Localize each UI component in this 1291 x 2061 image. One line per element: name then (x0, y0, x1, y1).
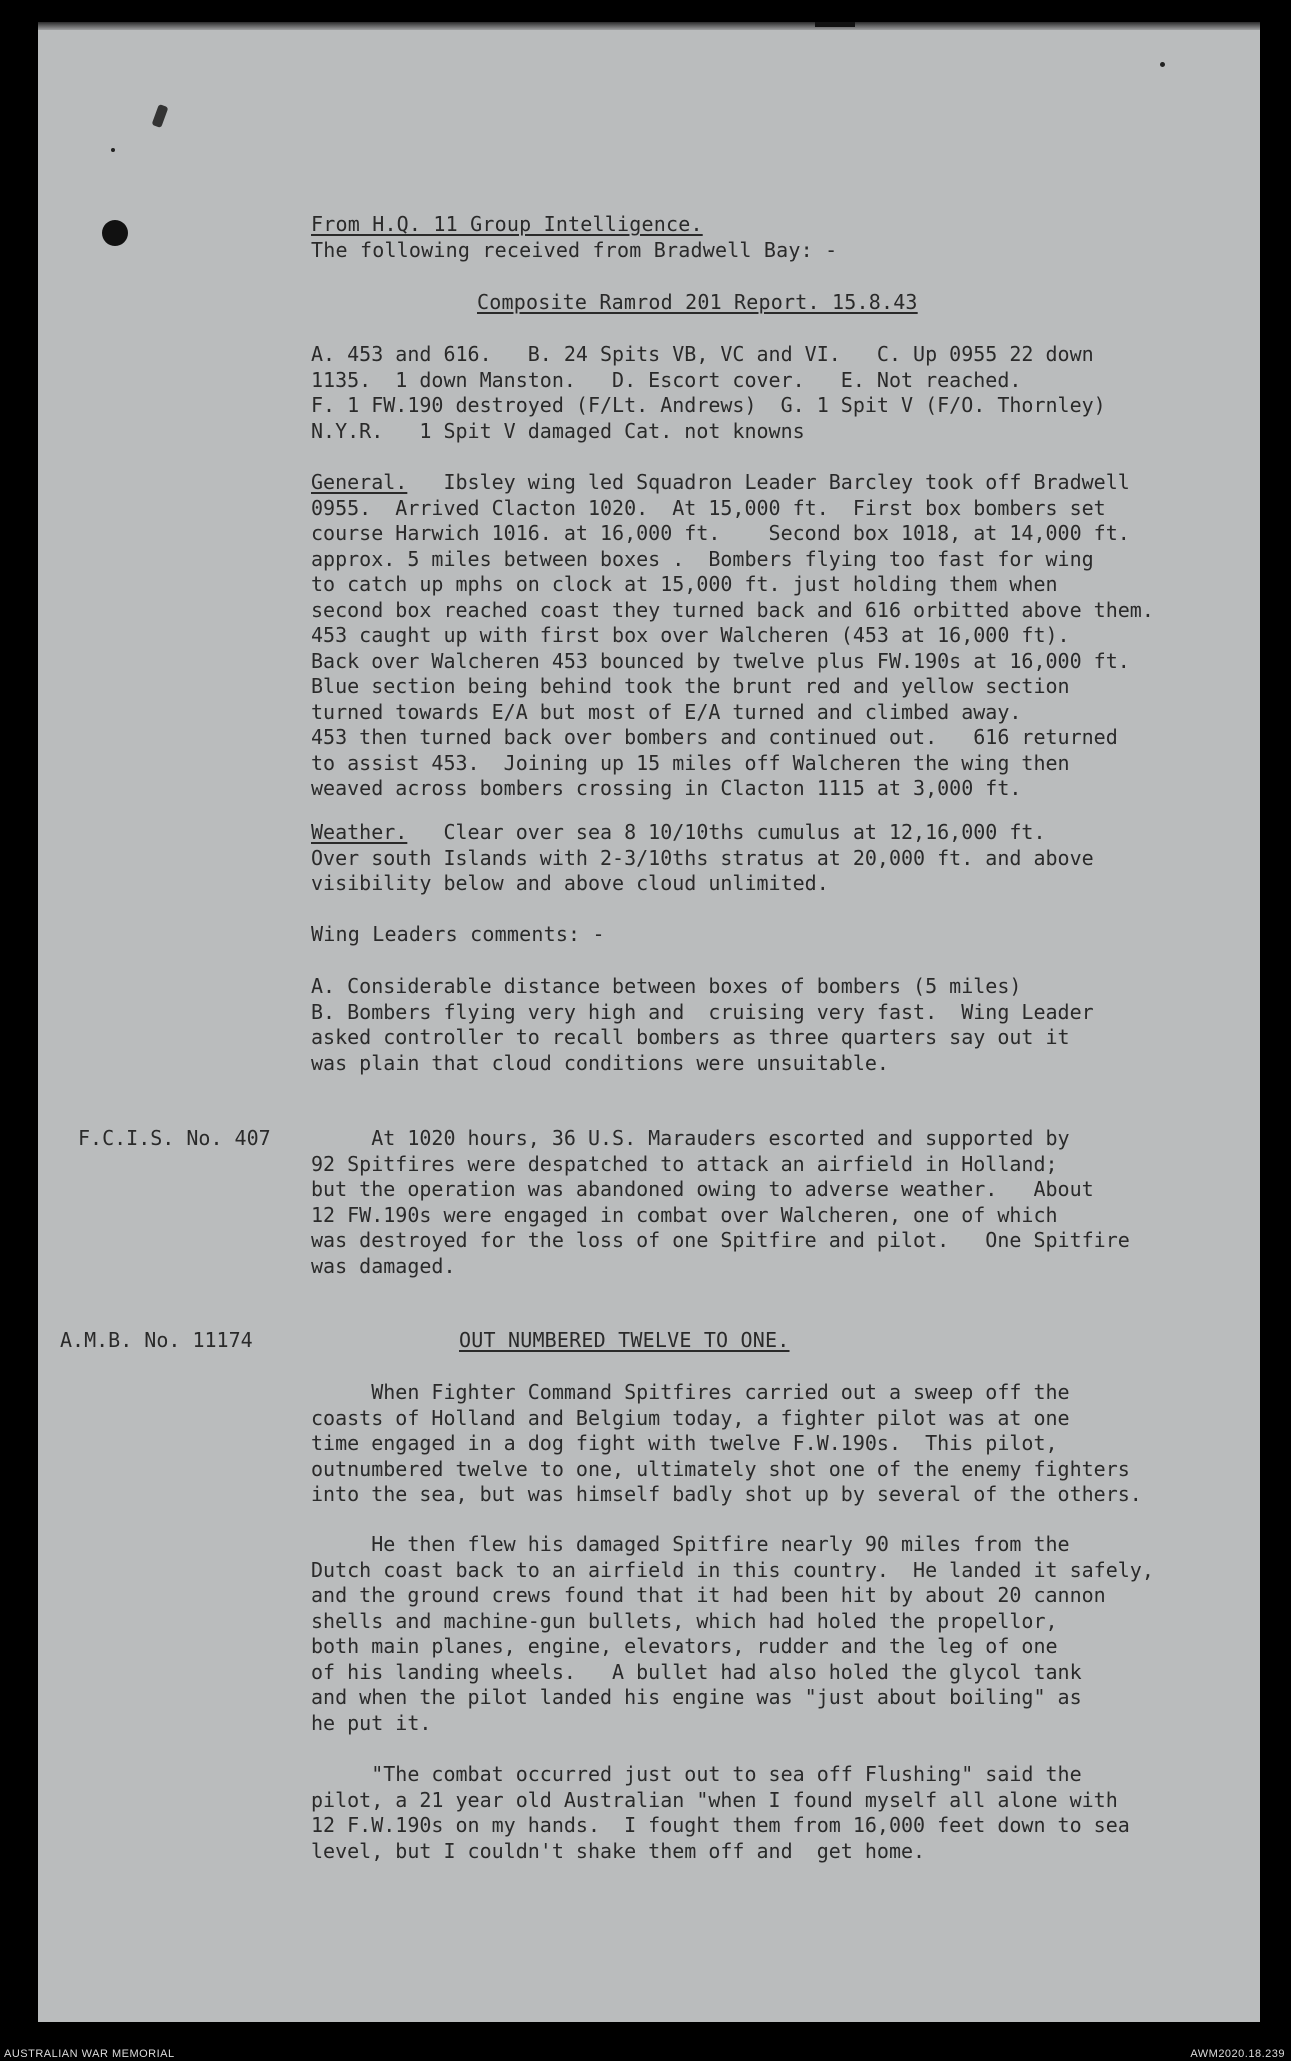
amb-paragraph-1 (311, 1380, 1142, 1508)
general-line: 0955. Arrived Clacton 1020. At 15,000 ft. First box bombers set (311, 495, 1106, 520)
punch-hole (102, 220, 128, 246)
amb-line: both main planes, engine, elevators, rudder and the leg of one (311, 1634, 1058, 1658)
summary-line: F. 1 FW.190 destroyed (F/Lt. Andrews) G. 1 Spit V (F/O. Thornley) (311, 393, 1106, 417)
amb-line: "The combat occurred just out to sea off Flushing" said the (311, 1762, 1082, 1786)
paper-speck (111, 148, 115, 152)
paper-speck (1160, 62, 1165, 67)
summary-block (311, 342, 1106, 444)
fcis-line: 12 FW.190s were engaged in combat over Walcheren, one of which (311, 1202, 1058, 1227)
general-line: to catch up mphs on clock at 15,000 ft. just holding them when (311, 572, 1058, 596)
amb-line: When Fighter Command Spitfires carried out a sweep off the (311, 1380, 1070, 1404)
wing-leaders-line: B. Bombers flying very high and cruising very fast. Wing Leader (311, 999, 1094, 1024)
general-heading: General. (311, 470, 408, 494)
general-line: course Harwich 1016. at 16,000 ft. Second box 1018, at 14,000 ft. (311, 521, 1130, 545)
general-line: Back over Walcheren 453 bounced by twelve plus FW.190s at 16,000 ft. (311, 648, 1130, 673)
general-line: 453 then turned back over bombers and continued out. 616 returned (311, 725, 1118, 749)
summary-line: 1135. 1 down Manston. D. Escort cover. E. Not reached. (311, 367, 1022, 392)
amb-line: of his landing wheels. A bullet had also holed the glycol tank (311, 1659, 1082, 1684)
amb-paragraph-2 (311, 1532, 1154, 1736)
fcis-line: was damaged. (311, 1253, 456, 1278)
general-line: second box reached coast they turned back and 616 orbitted above them. (311, 597, 1154, 622)
amb-paragraph-3 (311, 1762, 1130, 1864)
amb-line: shells and machine-gun bullets, which had holed the propellor, (311, 1608, 1058, 1633)
summary-line: A. 453 and 616. B. 24 Spits VB, VC and VI. C. Up 0955 22 down (311, 342, 1094, 366)
archive-credit: AUSTRALIAN WAR MEMORIAL (4, 2048, 175, 2060)
from-line: From H.Q. 11 Group Intelligence. (311, 212, 703, 236)
fcis-reference: F.C.I.S. No. 407 (78, 1126, 271, 1150)
summary-line: N.Y.R. 1 Spit V damaged Cat. not knowns (311, 418, 805, 443)
fcis-line: was destroyed for the loss of one Spitfire and pilot. One Spitfire (311, 1228, 1130, 1252)
amb-line: Dutch coast back to an airfield in this country. He landed it safely, (311, 1557, 1154, 1582)
weather-first-line: Clear over sea 8 10/10ths cumulus at 12,16,000 ft. (407, 820, 1046, 844)
weather-heading: Weather. (311, 820, 408, 844)
weather-line: visibility below and above cloud unlimited. (311, 871, 829, 895)
amb-line: 12 F.W.190s on my hands. I fought them from 16,000 feet down to sea (311, 1813, 1130, 1837)
general-line: approx. 5 miles between boxes . Bombers flying too fast for wing (311, 546, 1094, 571)
fcis-line: 92 Spitfires were despatched to attack an airfield in Holland; (311, 1151, 1058, 1176)
fcis-line: but the operation was abandoned owing to adverse weather. About (311, 1177, 1094, 1201)
general-line: turned towards E/A but most of E/A turned and climbed away. (311, 699, 1022, 724)
amb-line: pilot, a 21 year old Australian "when I found myself all alone with (311, 1787, 1118, 1812)
weather-section (311, 820, 1094, 897)
weather-line: Over south Islands with 2-3/10ths stratus at 20,000 ft. and above (311, 845, 1094, 870)
amb-reference: A.M.B. No. 11174 (60, 1328, 253, 1352)
wing-leaders-line: was plain that cloud conditions were unsuitable. (311, 1050, 889, 1075)
fcis-paragraph (311, 1126, 1130, 1279)
top-edge-mark (815, 22, 855, 27)
amb-line: He then flew his damaged Spitfire nearly 90 miles from the (311, 1532, 1070, 1556)
general-line: Blue section being behind took the brunt red and yellow section (311, 674, 1070, 698)
wing-leaders-heading: Wing Leaders comments: - (311, 922, 605, 946)
report-title: Composite Ramrod 201 Report. 15.8.43 (477, 290, 918, 314)
wing-leaders-line: A. Considerable distance between boxes of bombers (5 miles) (311, 974, 1022, 998)
amb-line: time engaged in a dog fight with twelve F.W.190s. This pilot, (311, 1431, 1058, 1455)
amb-line: he put it. (311, 1710, 432, 1735)
general-line: weaved across bombers crossing in Clacton 1115 at 3,000 ft. (311, 776, 1022, 800)
wing-leaders-comments (311, 974, 1094, 1076)
general-line: 453 caught up with first box over Walcheren (453 at 16,000 ft). (311, 623, 1070, 647)
amb-line: and the ground crews found that it had been hit by about 20 cannon (311, 1583, 1106, 1607)
received-line: The following received from Bradwell Bay: - (311, 238, 838, 262)
amb-line: coasts of Holland and Belgium today, a fighter pilot was at one (311, 1405, 1070, 1430)
wing-leaders-line: asked controller to recall bombers as three quarters say out it (311, 1025, 1070, 1049)
fcis-line: At 1020 hours, 36 U.S. Marauders escorted and supported by (311, 1126, 1070, 1150)
archive-reference: AWM2020.18.239 (1190, 2048, 1285, 2060)
amb-title: OUT NUMBERED TWELVE TO ONE. (459, 1328, 790, 1352)
general-line: to assist 453. Joining up 15 miles off Walcheren the wing then (311, 750, 1070, 775)
amb-line: outnumbered twelve to one, ultimately shot one of the enemy fighters (311, 1456, 1130, 1481)
amb-line: into the sea, but was himself badly shot up by several of the others. (311, 1482, 1142, 1506)
amb-line: and when the pilot landed his engine was "just about boiling" as (311, 1685, 1082, 1709)
amb-line: level, but I couldn't shake them off and get home. (311, 1838, 926, 1863)
general-first-line: Ibsley wing led Squadron Leader Barcley took off Bradwell (407, 470, 1130, 494)
general-section (311, 470, 1154, 802)
